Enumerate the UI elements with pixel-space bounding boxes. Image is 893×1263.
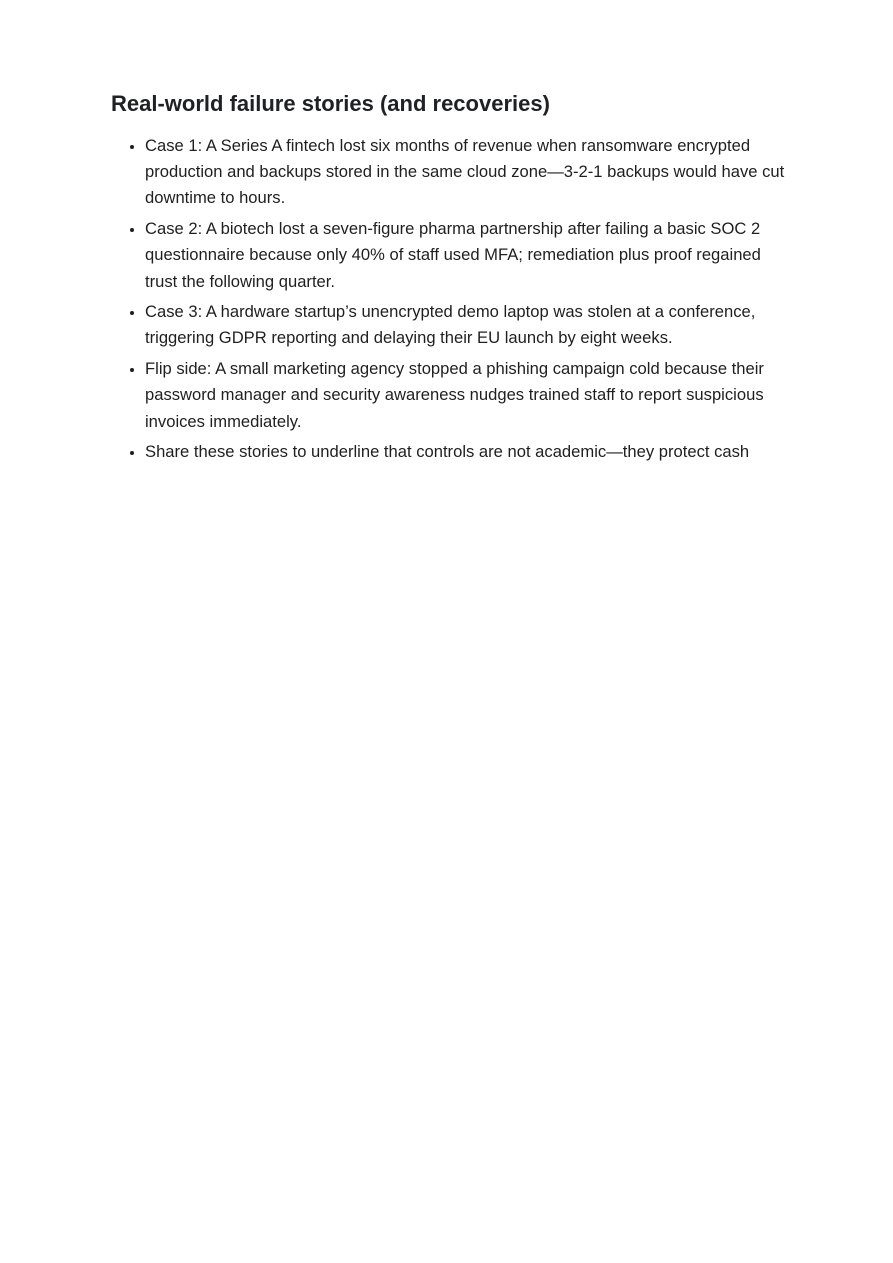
story-text: : A Series A fintech lost six months of revenue when ransomware encrypted production and backups stored in the same cloud zone—3-2-1 backups would have cut downtime to hours. (145, 136, 785, 208)
list-item (145, 356, 791, 435)
story-text: : A biotech lost a seven-figure pharma partnership after failing a basic SOC 2 questionnaire because only 40% of staff used MFA; remediation plus proof regained trust the following quarter. (145, 219, 761, 291)
document-content (111, 88, 783, 119)
story-lead: Flip side (145, 359, 207, 379)
story-list (111, 133, 791, 465)
story-lead: Case 3 (145, 302, 198, 322)
story-lead: Case 1 (145, 136, 198, 155)
story-text: : A hardware startup’s unencrypted demo laptop was stolen at a conference, triggering GDPR reporting and delaying their EU launch by eight weeks. (145, 302, 756, 348)
story-lead: Case 2 (145, 219, 198, 239)
list-item (145, 439, 791, 465)
section-heading: Real-world failure stories (and recoveries) (111, 91, 550, 116)
list-item (145, 216, 791, 295)
story-text: Share these stories to underline that controls are not academic—they protect cash (145, 442, 750, 462)
story-list-viewport (111, 133, 791, 469)
list-item (145, 299, 791, 351)
list-item (145, 133, 791, 212)
story-text: : A small marketing agency stopped a phishing campaign cold because their password manager and security awareness nudges trained staff to report suspicious invoices immediately. (145, 359, 764, 431)
